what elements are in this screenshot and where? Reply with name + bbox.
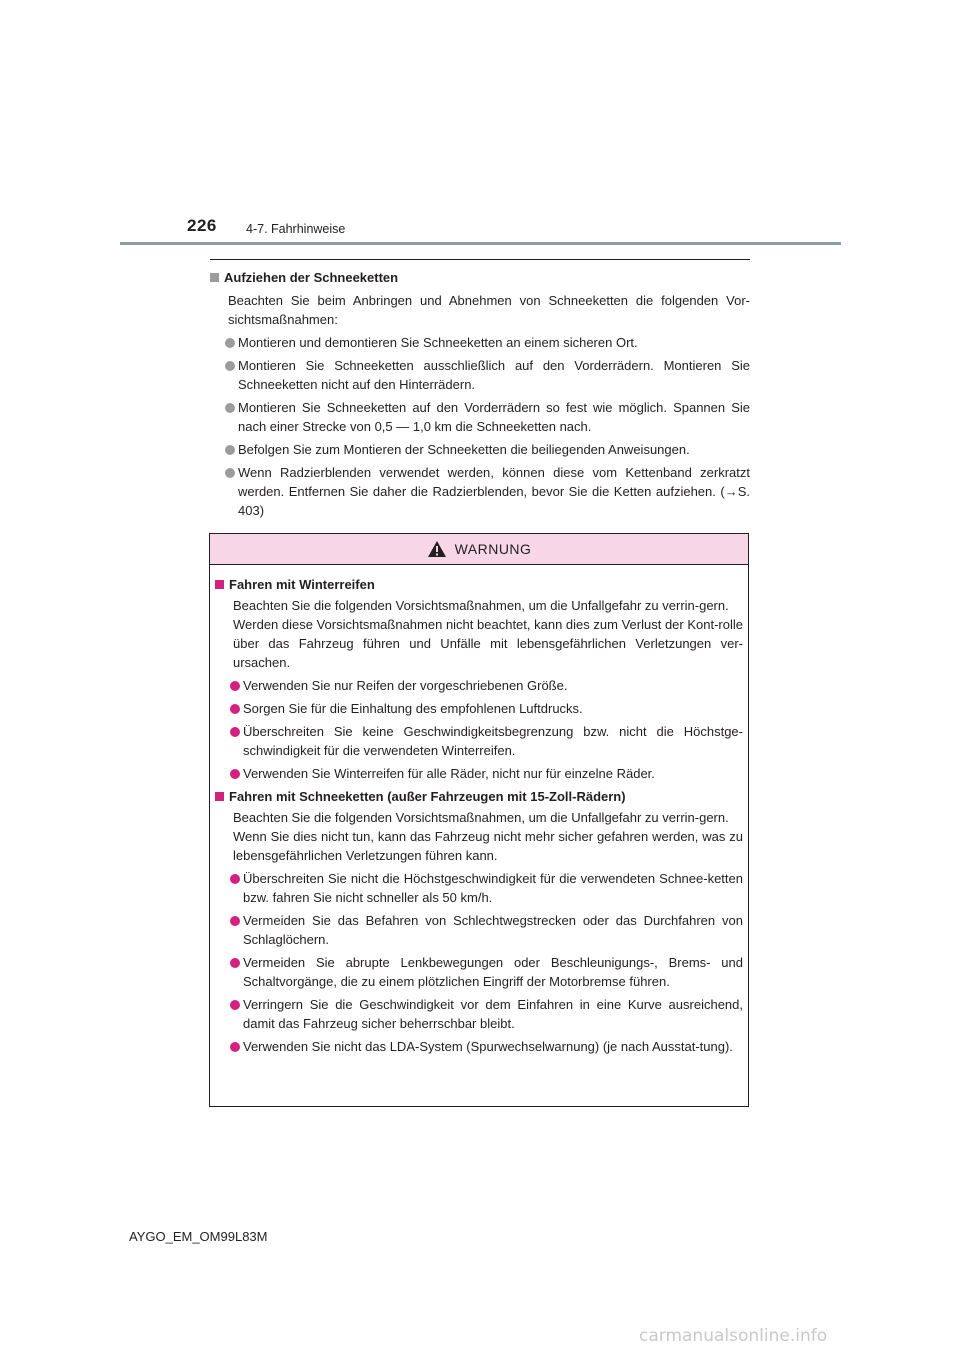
list-item: Sorgen Sie für die Einhaltung des empfohlenen Luftdrucks. (215, 699, 743, 718)
bullet-icon (225, 468, 235, 478)
intro-text: Beachten Sie beim Anbringen und Abnehmen von Schneeketten die folgenden Vor-sichtsmaßnahmen: (228, 293, 750, 327)
square-bullet-icon (210, 273, 219, 282)
content-top-rule (210, 259, 750, 260)
list-item: Montieren und demontieren Sie Schneeketten an einem sicheren Ort. (210, 333, 750, 352)
warning-content (215, 575, 743, 1056)
list-item: Wenn Radzierblenden verwendet werden, können diese vom Kettenband zerkratzt werden. Entfernen Sie daher die Radzierblenden, bevor Sie die Ketten aufziehen. (→S. 403) (210, 463, 750, 520)
section-title: 4-7. Fahrhinweise (246, 222, 346, 236)
bullet-icon (225, 403, 235, 413)
section-heading-text: Aufziehen der Schneeketten (224, 270, 399, 285)
section-heading (210, 268, 750, 287)
bullet-icon (230, 874, 240, 884)
section-intro (210, 291, 750, 329)
bullet-icon (230, 958, 240, 968)
warning-box (209, 533, 749, 1107)
snow-chains-section (210, 268, 750, 520)
list-item: Vermeiden Sie abrupte Lenkbewegungen oder Beschleunigungs-, Brems- und Schaltvorgänge, die zu einem plötzlichen Eingriff der Motorbremse führen. (215, 953, 743, 991)
bullet-icon (230, 727, 240, 737)
warning-triangle-icon (427, 540, 447, 558)
bullet-icon (230, 769, 240, 779)
list-item: Verringern Sie die Geschwindigkeit vor dem Einfahren in eine Kurve ausreichend, damit das Fahrzeug sicher beherrschbar bleibt. (215, 995, 743, 1033)
list-item: Verwenden Sie nur Reifen der vorgeschriebenen Größe. (215, 676, 743, 695)
list-item: Montieren Sie Schneeketten ausschließlich auf den Vorderrädern. Montieren Sie Schneeketten nicht auf den Hinterrädern. (210, 356, 750, 394)
warning-title: WARNUNG (454, 541, 532, 557)
list-item: Verwenden Sie nicht das LDA-System (Spurwechselwarnung) (je nach Ausstat-tung). (215, 1037, 743, 1056)
bullet-icon (225, 361, 235, 371)
list-item: Überschreiten Sie nicht die Höchstgeschwindigkeit für die verwendeten Schnee-ketten bzw. fahren Sie nicht schneller als 50 km/h. (215, 869, 743, 907)
bullet-icon (230, 916, 240, 926)
bullet-icon (230, 1000, 240, 1010)
square-bullet-icon (215, 792, 224, 801)
page-number: 226 (187, 216, 217, 235)
list-item: Befolgen Sie zum Montieren der Schneeketten die beiliegenden Anweisungen. (210, 440, 750, 459)
warning-section-heading: Fahren mit Winterreifen (215, 575, 743, 594)
bullet-icon (225, 445, 235, 455)
document-code: AYGO_EM_OM99L83M (129, 1229, 268, 1244)
watermark: carmanualsonline.info (639, 1326, 828, 1346)
list-item: Vermeiden Sie das Befahren von Schlechtwegstrecken oder das Durchfahren von Schlaglöchern. (215, 911, 743, 949)
bullet-icon (225, 338, 235, 348)
bullet-icon (230, 681, 240, 691)
warning-section-heading: Fahren mit Schneeketten (außer Fahrzeugen mit 15-Zoll-Rädern) (215, 787, 743, 806)
warning-header (210, 534, 748, 565)
warning-intro: Beachten Sie die folgenden Vorsichtsmaßnahmen, um die Unfallgefahr zu verrin-gern. Wenn Sie dies nicht tun, kann das Fahrzeug nicht mehr sicher gefahren werden, was zu lebensgefährlichen Verletzungen führen kann. (233, 810, 743, 863)
list-item: Überschreiten Sie keine Geschwindigkeitsbegrenzung bzw. nicht die Höchstge-schwindigkeit für die verwendeten Winterreifen. (215, 722, 743, 760)
square-bullet-icon (215, 580, 224, 589)
warning-intro: Beachten Sie die folgenden Vorsichtsmaßnahmen, um die Unfallgefahr zu verrin-gern. Werden diese Vorsichtsmaßnahmen nicht beachtet, kann dies zum Verlust der Kont-rolle über das Fahrzeug führen und Unfälle mit lebensgefährlichen Verletzungen ver-ursachen. (233, 598, 743, 670)
list-item: Montieren Sie Schneeketten auf den Vorderrädern so fest wie möglich. Spannen Sie nach einer Strecke von 0,5 — 1,0 km die Schneeketten nach. (210, 398, 750, 436)
bullet-icon (230, 1042, 240, 1052)
bullet-icon (230, 704, 240, 714)
header-rule (120, 242, 841, 245)
list-item: Verwenden Sie Winterreifen für alle Räder, nicht nur für einzelne Räder. (215, 764, 743, 783)
